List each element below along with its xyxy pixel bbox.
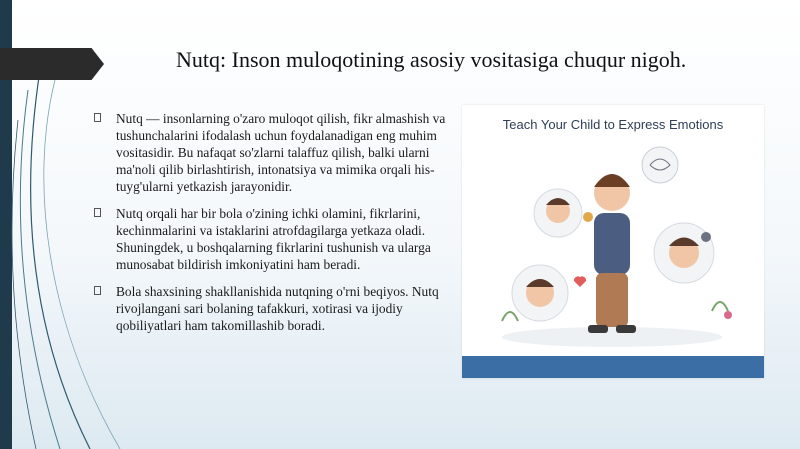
illustration-footer-bar (462, 356, 764, 378)
emotions-illustration (462, 105, 764, 378)
bullet-text: Bola shaxsining shakllanishida nutqning o'rni beqiyos. Nutq rivojlangani sari bolaning tafakkuri, xotirasi va ijodiy qobiliyatlari ham takomillashib boradi. (116, 284, 439, 333)
bullet-square-icon (94, 113, 101, 122)
child-emotions-icon (462, 105, 764, 378)
bullet-square-icon (94, 286, 101, 295)
bullet-text: Nutq orqali har bir bola o'zining ichki olamini, fikrlarini, kechinmalarini va istaklarini atrofdagilarga yetkaza oladi. Shuningdek, u boshqalarning fikrlarini tushunish va ularga munosabat bildirish imkoniyatini ham beradi. (116, 206, 431, 272)
bullet-item (94, 283, 454, 334)
title-tab-arrow (0, 48, 104, 80)
bullet-square-icon (94, 208, 101, 217)
bullet-item (94, 110, 454, 195)
illustration-heading: Teach Your Child to Express Emotions (502, 117, 724, 132)
bullet-item (94, 205, 454, 273)
slide-title: Nutq: Inson muloqotining asosiy vositasiga chuqur nigoh. (176, 47, 687, 72)
bullet-text: Nutq — insonlarning o'zaro muloqot qilish, fikr almashish va tushunchalarini ifodalash uchun foydalanadigan eng muhim vositasidir. Bu nafaqat so'zlarni talaffuz qilish, balki ularni ma'noli qilib birlashtirish, intonatsiya va mimika orqali his-tuyg'ularni yetkazish jarayonidir. (116, 111, 446, 194)
bullet-list (94, 110, 454, 344)
